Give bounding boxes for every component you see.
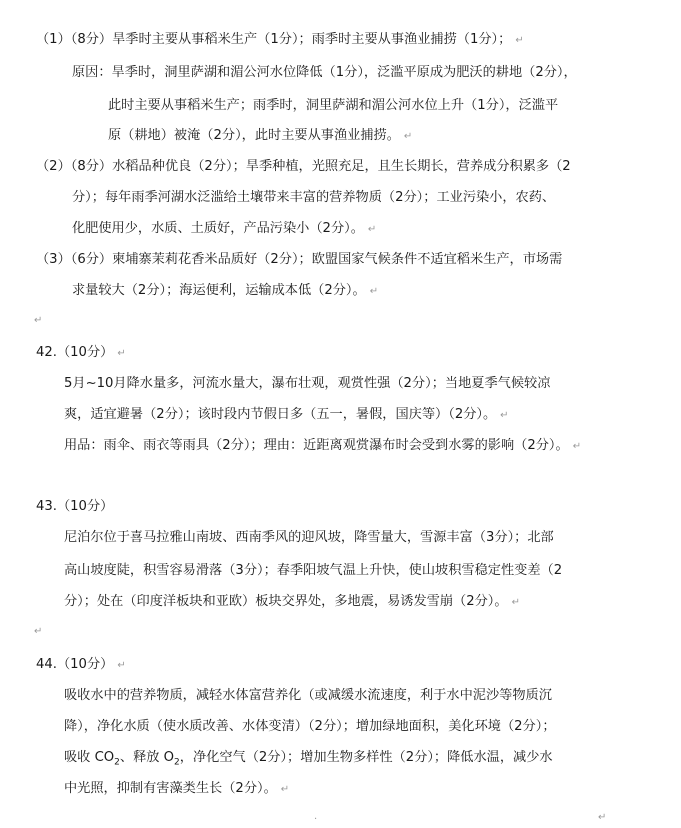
q42-heading: 42.（10分） ↵ — [36, 345, 126, 360]
q42-line-2: 爽，适宜避暑（2分）；该时段内节假日多（五一，暑假，国庆等）（2分）。 ↵ — [64, 407, 509, 422]
paragraph-mark-icon: ↵ — [34, 626, 43, 637]
paragraph-mark-icon: ↵ — [369, 286, 379, 297]
decorative-dot-icon: · — [314, 814, 318, 825]
paragraph-mark-icon: ↵ — [500, 410, 509, 421]
paragraph-mark-icon: ↵ — [117, 660, 126, 671]
q1-line-2: 原因：旱季时，洞里萨湖和湄公河水位降低（1分），泛滥平原成为肥沃的耕地（2分）， — [72, 65, 577, 80]
q2-line-2: 分）；每年雨季河湖水泛滥给土壤带来丰富的营养物质（2分）；工业污染小，农药、 — [72, 190, 556, 205]
q43-line-1: 尼泊尔位于喜马拉雅山南坡、西南季风的迎风坡，降雪量大，雪源丰富（3分）；北部 — [64, 530, 554, 545]
q44-heading: 44.（10分） ↵ — [36, 657, 126, 672]
q2-line-3: 化肥使用少，水质、土质好，产品污染小（2分）。 ↵ — [72, 221, 377, 236]
q42-line-1: 5月~10月降水量多，河流水量大，瀑布壮观，观赏性强（2分）；当地夏季气候较凉 — [64, 376, 551, 391]
paragraph-mark-icon: ↵ — [598, 812, 607, 823]
q1-line-1: （1）（8分）旱季时主要从事稻米生产（1分）；雨季时主要从事渔业捕捞（1分）； ↵ — [36, 32, 524, 47]
q42-line-3: 用品：雨伞、雨衣等雨具（2分）；理由：近距离观赏瀑布时会受到水雾的影响（2分）。 ↵ — [64, 438, 582, 453]
q44-line-2: 降），净化水质（使水质改善、水体变清）（2分）；增加绿地面积，美化环境（2分）； — [64, 719, 556, 734]
paragraph-mark-icon: ↵ — [515, 35, 524, 46]
q2-line-1: （2）（8分）水稻品种优良（2分）；旱季种植，光照充足，且生长期长，营养成分积累多（2 — [36, 159, 571, 174]
paragraph-mark-icon: ↵ — [280, 784, 290, 795]
paragraph-mark-icon: ↵ — [572, 441, 582, 452]
q3-line-1: （3）（6分）柬埔寨茉莉花香米品质好（2分）；欧盟国家气候条件不适宜稻米生产，市场需 — [36, 252, 563, 267]
paragraph-mark-icon: ↵ — [367, 224, 377, 235]
q1-line-4: 原（耕地）被淹（2分），此时主要从事渔业捕捞。 ↵ — [108, 128, 413, 143]
paragraph-mark-icon: ↵ — [34, 315, 43, 326]
q44-line-3: 吸收 $CO_2$、释放 $O_2$，净化空气（2分）；增加生物多样性（2分）；降低水温，减少水 — [64, 750, 553, 768]
q43-line-2: 高山坡度陡，积雪容易滑落（3分）；春季阳坡气温上升快，使山坡积雪稳定性变差（2 — [64, 563, 563, 578]
q44-line-4: 中光照，抑制有害藻类生长（2分）。 ↵ — [64, 781, 290, 796]
q43-line-3: 分）；处在（印度洋板块和亚欧）板块交界处，多地震，易诱发雪崩（2分）。 ↵ — [64, 594, 520, 609]
paragraph-mark-icon: ↵ — [511, 597, 520, 608]
paragraph-mark-icon: ↵ — [117, 348, 126, 359]
q43-heading: 43.（10分） — [36, 499, 114, 514]
q3-line-2: 求量较大（2分）；海运便利，运输成本低（2分）。 ↵ — [72, 283, 379, 298]
q1-line-3: 此时主要从事稻米生产；雨季时，洞里萨湖和湄公河水位上升（1分），泛滥平 — [108, 98, 559, 113]
q44-line-1: 吸收水中的营养物质，减轻水体富营养化（或减缓水流速度，利于水中泥沙等物质沉 — [64, 688, 552, 703]
paragraph-mark-icon: ↵ — [403, 131, 413, 142]
